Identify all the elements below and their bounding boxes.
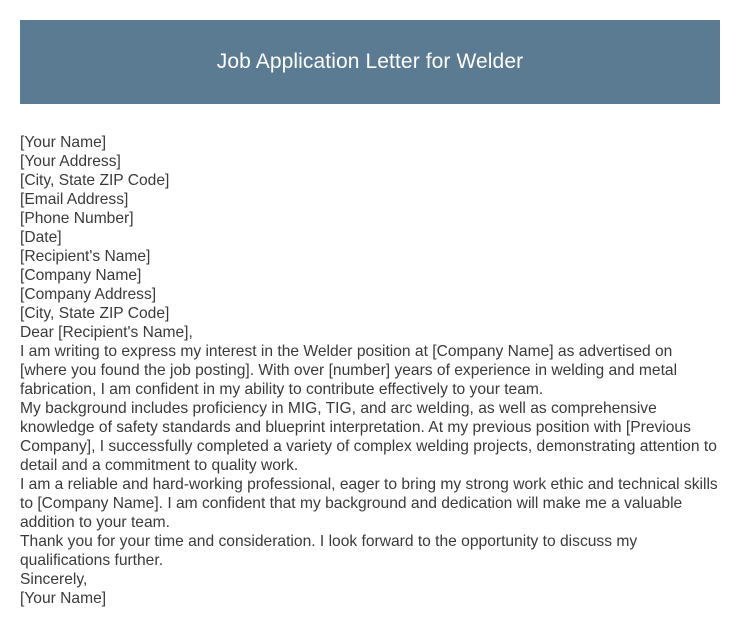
paragraph-thanks: Thank you for your time and consideration. I look forward to the opportunity to discuss my qualifications further. [20, 533, 638, 569]
paragraph-intro: I am writing to express my interest in the Welder position at [Company Name] as advertised on [where you found the job posting]. With over [number] years of experience in welding and metal fabrication, I am confident in my ability to contribute effectively to your team. [20, 343, 678, 398]
paragraph-qualities: I am a reliable and hard-working professional, eager to bring my strong work ethic and technical skills to [Company Name]. I am confident that my background and dedication will make me a valuable addition to your team. [20, 476, 718, 531]
letter-date: [Date] [20, 229, 62, 246]
sender-name: [Your Name] [20, 134, 107, 151]
closing: Sincerely, [20, 571, 88, 588]
title-banner [20, 20, 720, 104]
paragraph-background: My background includes proficiency in MIG, TIG, and arc welding, as well as comprehensive knowledge of safety standards and blueprint interpretation. At my previous position with [Previous Company], I successfully completed a variety of complex welding projects, demonstrating attention to detail and a commitment to quality work. [20, 400, 717, 474]
sender-email: [Email Address] [20, 191, 129, 208]
recipient-company-address: [Company Address] [20, 286, 157, 303]
recipient-company: [Company Name] [20, 267, 142, 284]
sender-address: [Your Address] [20, 153, 121, 170]
recipient-name: [Recipient's Name] [20, 248, 151, 265]
signature: [Your Name] [20, 590, 107, 607]
page-title: Job Application Letter for Welder [216, 50, 524, 73]
letter-body [20, 133, 720, 608]
sender-city-state-zip: [City, State ZIP Code] [20, 172, 170, 189]
sender-phone: [Phone Number] [20, 210, 134, 227]
recipient-city-state-zip: [City, State ZIP Code] [20, 305, 170, 322]
salutation: Dear [Recipient's Name], [20, 324, 193, 341]
